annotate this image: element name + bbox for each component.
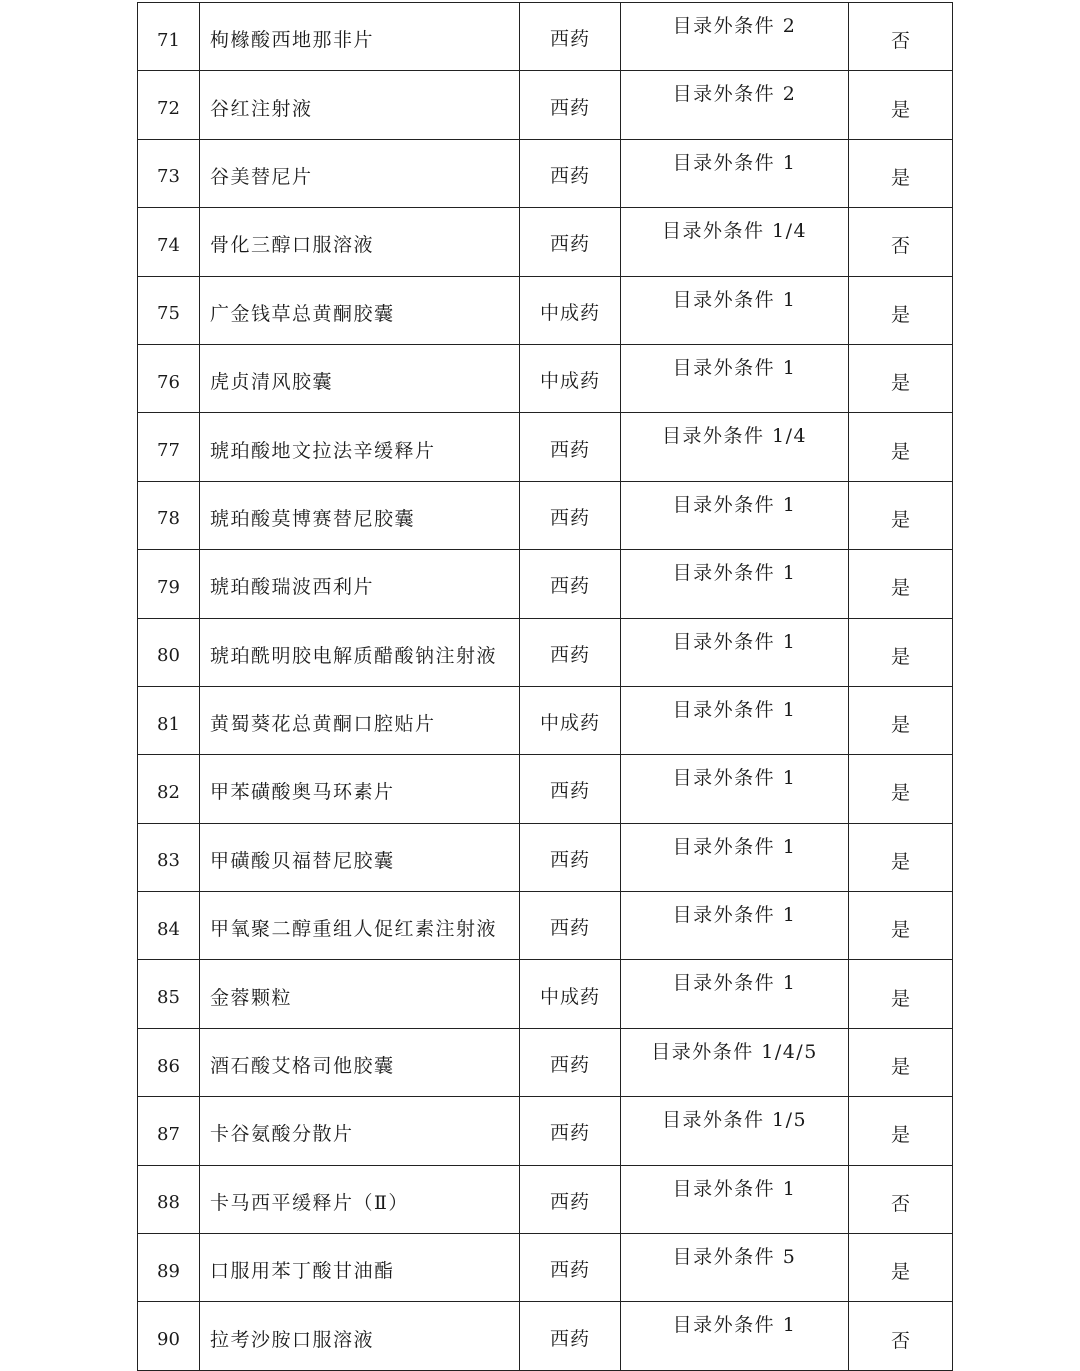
drug-name: 口服用苯丁酸甘油酯	[200, 1234, 520, 1302]
drug-type: 西药	[520, 618, 621, 686]
row-number: 83	[138, 823, 200, 891]
row-number: 86	[138, 1028, 200, 1096]
drug-name: 琥珀酸地文拉法辛缓释片	[200, 413, 520, 481]
drug-name: 虎贞清风胶囊	[200, 344, 520, 412]
table-row	[138, 413, 953, 481]
yes-no-flag: 是	[849, 276, 953, 344]
catalog-condition: 目录外条件 1	[621, 1165, 849, 1233]
yes-no-flag: 是	[849, 139, 953, 207]
row-number: 90	[138, 1302, 200, 1370]
drug-name: 琥珀酸瑞波西利片	[200, 550, 520, 618]
drug-type: 西药	[520, 823, 621, 891]
yes-no-flag: 是	[849, 686, 953, 754]
drug-type: 西药	[520, 208, 621, 276]
drug-name: 黄蜀葵花总黄酮口腔贴片	[200, 686, 520, 754]
drug-name: 谷红注射液	[200, 71, 520, 139]
drug-type: 西药	[520, 550, 621, 618]
yes-no-flag: 是	[849, 892, 953, 960]
catalog-condition: 目录外条件 1	[621, 276, 849, 344]
yes-no-flag: 否	[849, 1302, 953, 1370]
drug-name: 枸橼酸西地那非片	[200, 3, 520, 71]
drug-name: 卡马西平缓释片（Ⅱ）	[200, 1165, 520, 1233]
drug-type: 中成药	[520, 344, 621, 412]
row-number: 81	[138, 686, 200, 754]
row-number: 82	[138, 755, 200, 823]
row-number: 77	[138, 413, 200, 481]
table-row	[138, 276, 953, 344]
yes-no-flag: 是	[849, 1028, 953, 1096]
yes-no-flag: 是	[849, 481, 953, 549]
table-row	[138, 208, 953, 276]
row-number: 75	[138, 276, 200, 344]
drug-type: 西药	[520, 892, 621, 960]
drug-name: 琥珀酰明胶电解质醋酸钠注射液	[200, 618, 520, 686]
drug-type: 中成药	[520, 960, 621, 1028]
row-number: 80	[138, 618, 200, 686]
drug-type: 西药	[520, 1097, 621, 1165]
drug-name: 金蓉颗粒	[200, 960, 520, 1028]
yes-no-flag: 是	[849, 1097, 953, 1165]
table-row	[138, 1028, 953, 1096]
catalog-condition: 目录外条件 1/4	[621, 413, 849, 481]
yes-no-flag: 是	[849, 960, 953, 1028]
yes-no-flag: 是	[849, 618, 953, 686]
drug-type: 西药	[520, 1234, 621, 1302]
row-number: 74	[138, 208, 200, 276]
row-number: 88	[138, 1165, 200, 1233]
drug-type: 西药	[520, 3, 621, 71]
table-row	[138, 892, 953, 960]
drug-name: 琥珀酸莫博赛替尼胶囊	[200, 481, 520, 549]
yes-no-flag: 否	[849, 1165, 953, 1233]
row-number: 84	[138, 892, 200, 960]
catalog-condition: 目录外条件 1	[621, 960, 849, 1028]
catalog-condition: 目录外条件 1	[621, 1302, 849, 1370]
yes-no-flag: 是	[849, 1234, 953, 1302]
table-row	[138, 755, 953, 823]
catalog-condition: 目录外条件 1	[621, 823, 849, 891]
row-number: 72	[138, 71, 200, 139]
row-number: 78	[138, 481, 200, 549]
table-row	[138, 1302, 953, 1370]
catalog-condition: 目录外条件 1/5	[621, 1097, 849, 1165]
catalog-condition: 目录外条件 1	[621, 344, 849, 412]
drug-type: 中成药	[520, 686, 621, 754]
row-number: 87	[138, 1097, 200, 1165]
row-number: 73	[138, 139, 200, 207]
yes-no-flag: 是	[849, 71, 953, 139]
table-row	[138, 823, 953, 891]
catalog-condition: 目录外条件 2	[621, 71, 849, 139]
catalog-condition: 目录外条件 1	[621, 550, 849, 618]
yes-no-flag: 否	[849, 208, 953, 276]
drug-name: 甲氧聚二醇重组人促红素注射液	[200, 892, 520, 960]
catalog-condition: 目录外条件 5	[621, 1234, 849, 1302]
drug-name: 广金钱草总黄酮胶囊	[200, 276, 520, 344]
drug-name: 甲磺酸贝福替尼胶囊	[200, 823, 520, 891]
drug-name: 甲苯磺酸奥马环素片	[200, 755, 520, 823]
drug-type: 西药	[520, 755, 621, 823]
drug-type: 西药	[520, 1302, 621, 1370]
yes-no-flag: 否	[849, 3, 953, 71]
catalog-condition: 目录外条件 1	[621, 755, 849, 823]
table-row	[138, 960, 953, 1028]
row-number: 79	[138, 550, 200, 618]
drug-list-table	[137, 2, 953, 1371]
table-row	[138, 686, 953, 754]
yes-no-flag: 是	[849, 823, 953, 891]
catalog-condition: 目录外条件 1	[621, 481, 849, 549]
table-row	[138, 618, 953, 686]
table-row	[138, 1234, 953, 1302]
drug-type: 西药	[520, 71, 621, 139]
catalog-condition: 目录外条件 1	[621, 618, 849, 686]
catalog-condition: 目录外条件 1	[621, 139, 849, 207]
table-row	[138, 3, 953, 71]
catalog-condition: 目录外条件 2	[621, 3, 849, 71]
drug-type: 西药	[520, 1165, 621, 1233]
drug-name: 谷美替尼片	[200, 139, 520, 207]
yes-no-flag: 是	[849, 755, 953, 823]
yes-no-flag: 是	[849, 550, 953, 618]
table-body	[138, 3, 953, 1371]
table-row	[138, 71, 953, 139]
yes-no-flag: 是	[849, 344, 953, 412]
table-row	[138, 1097, 953, 1165]
row-number: 76	[138, 344, 200, 412]
catalog-condition: 目录外条件 1/4/5	[621, 1028, 849, 1096]
drug-type: 西药	[520, 481, 621, 549]
drug-name: 卡谷氨酸分散片	[200, 1097, 520, 1165]
row-number: 85	[138, 960, 200, 1028]
drug-name: 酒石酸艾格司他胶囊	[200, 1028, 520, 1096]
row-number: 71	[138, 3, 200, 71]
table-row	[138, 344, 953, 412]
table-row	[138, 550, 953, 618]
catalog-condition: 目录外条件 1	[621, 686, 849, 754]
table-row	[138, 139, 953, 207]
drug-name: 拉考沙胺口服溶液	[200, 1302, 520, 1370]
catalog-condition: 目录外条件 1/4	[621, 208, 849, 276]
drug-name: 骨化三醇口服溶液	[200, 208, 520, 276]
yes-no-flag: 是	[849, 413, 953, 481]
table-row	[138, 481, 953, 549]
drug-type: 西药	[520, 413, 621, 481]
table-row	[138, 1165, 953, 1233]
row-number: 89	[138, 1234, 200, 1302]
catalog-condition: 目录外条件 1	[621, 892, 849, 960]
drug-type: 中成药	[520, 276, 621, 344]
drug-type: 西药	[520, 1028, 621, 1096]
drug-type: 西药	[520, 139, 621, 207]
